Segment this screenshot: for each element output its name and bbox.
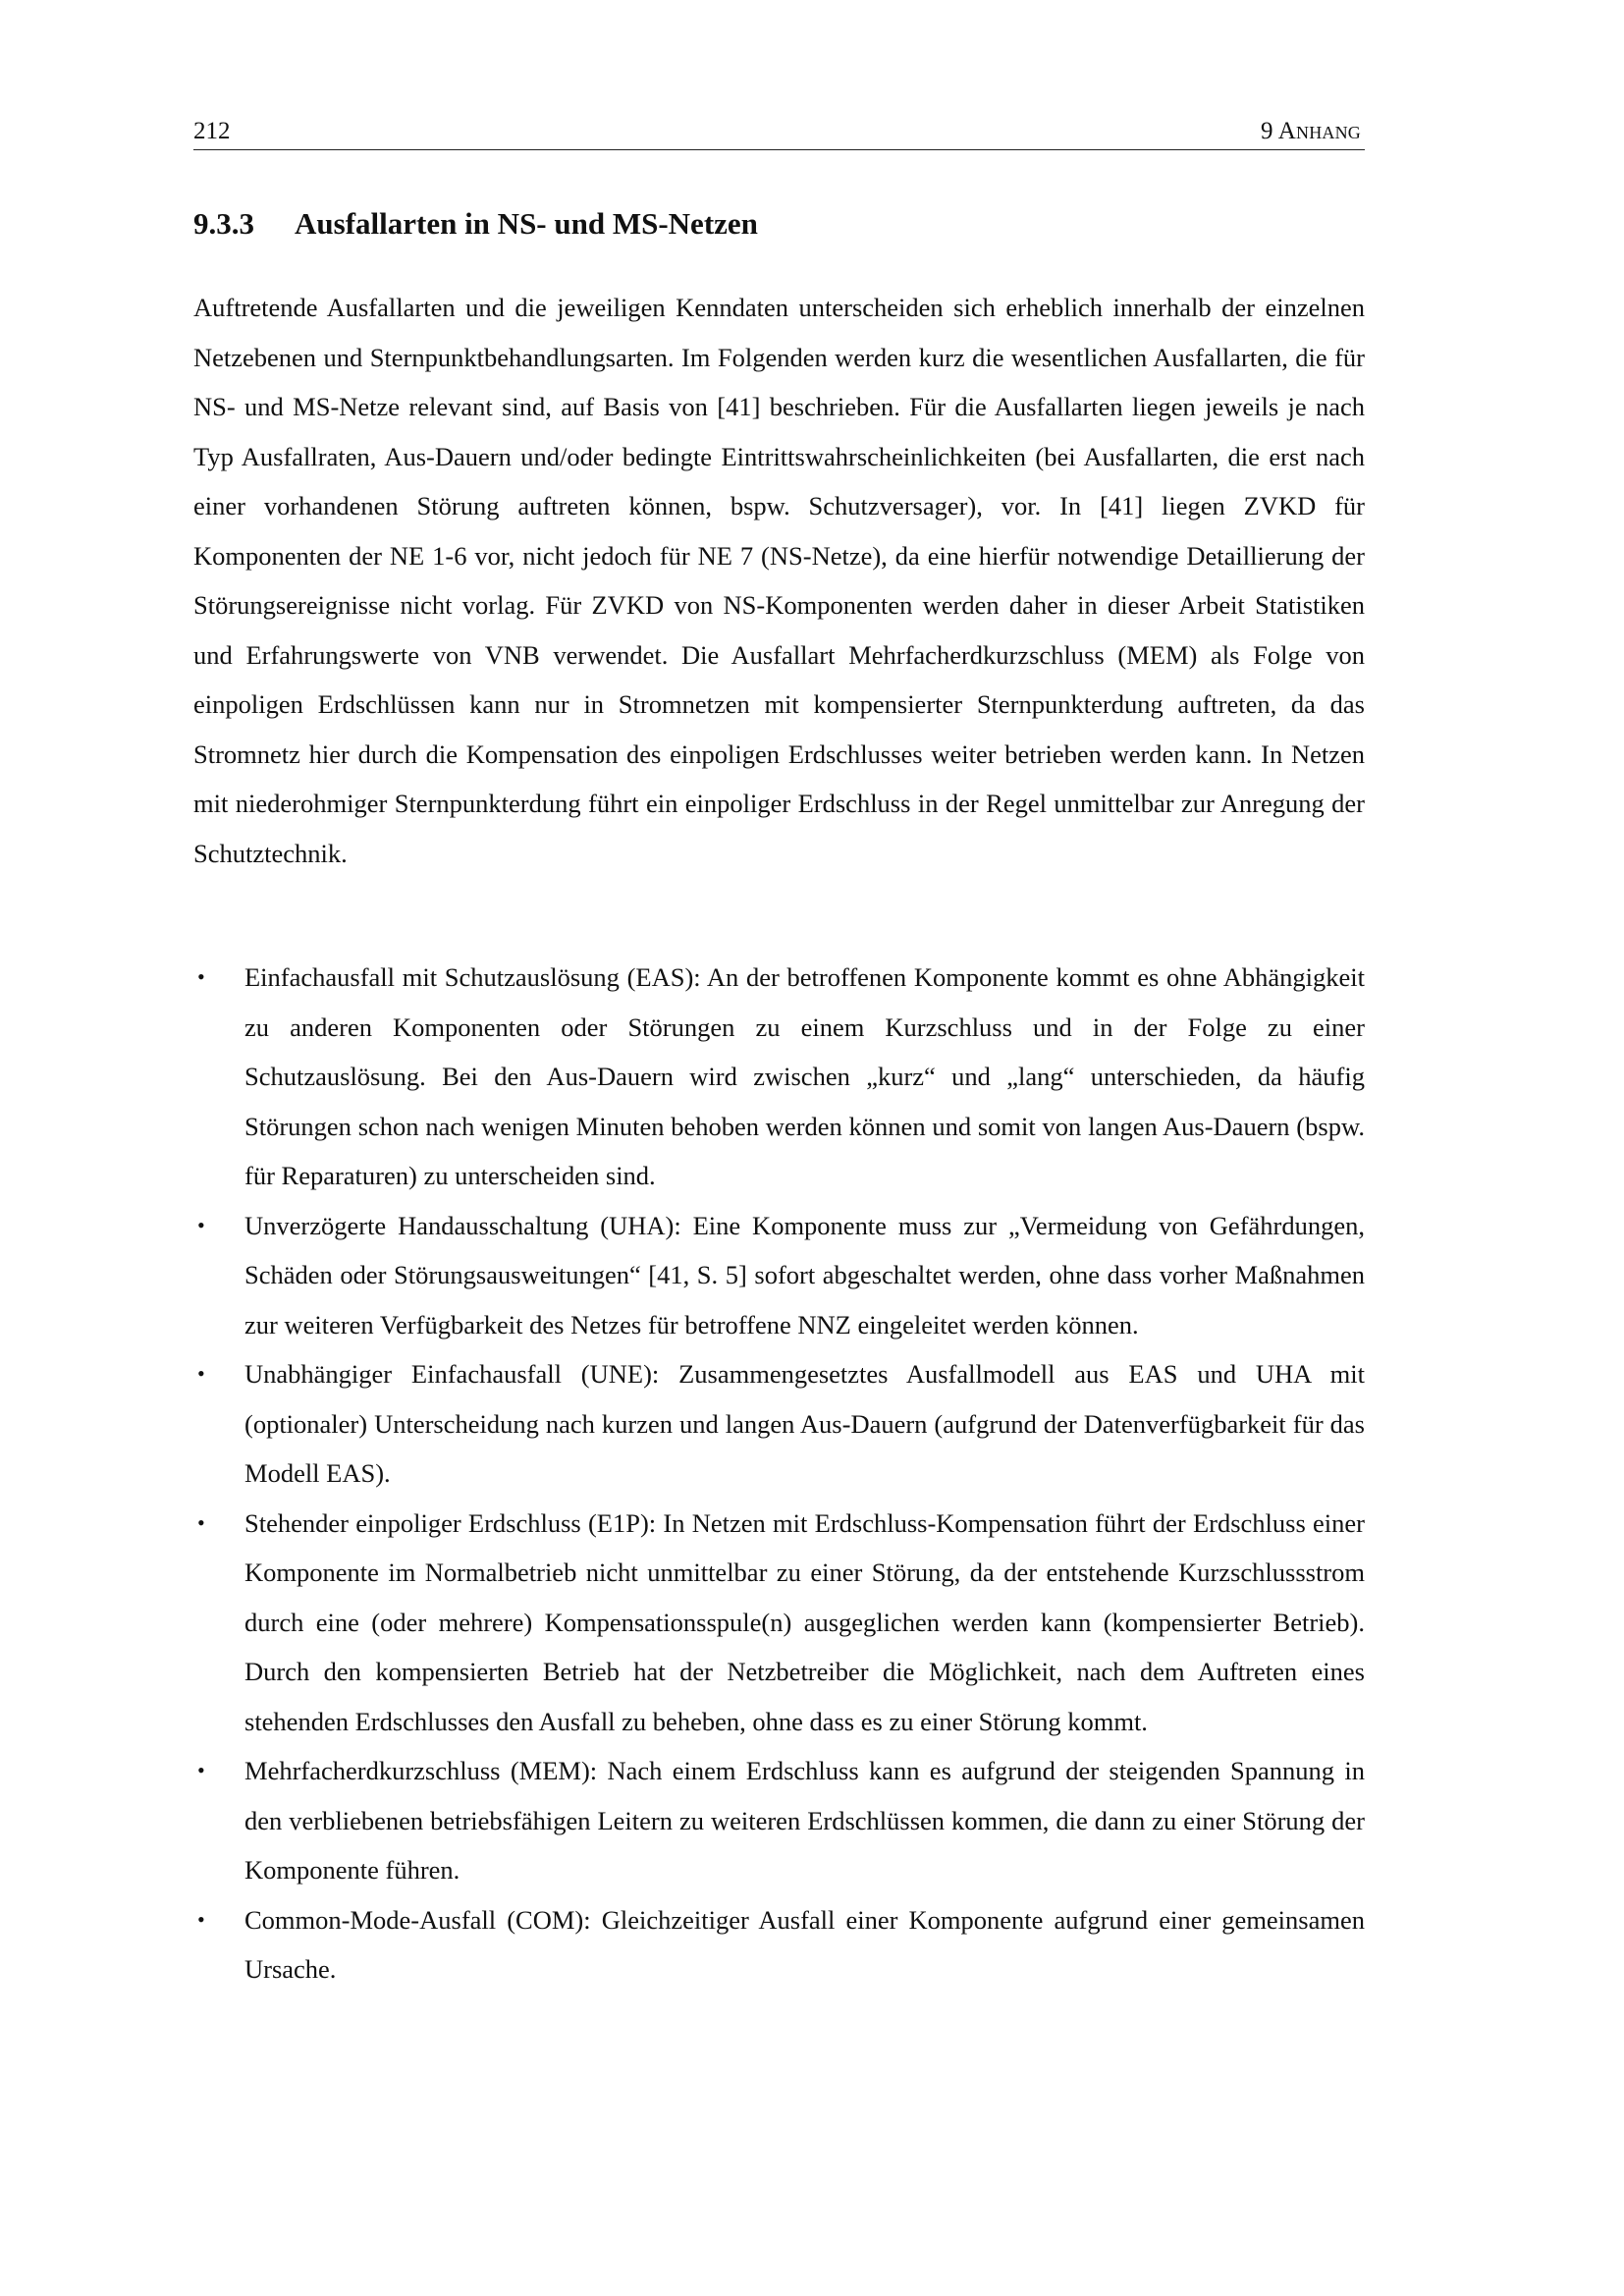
- list-item-text: Einfachausfall mit Schutzauslösung (EAS): An der betroffenen Komponente kommt es ohne Abhängigkeit zu anderen Komponenten oder Störungen zu einem Kurzschluss und in der Folge zu einer Schutzauslösung. Bei den Aus-Dauern wird zwischen „kurz“ und „lang“ unterschieden, da häufig Störungen schon nach wenigen Minuten behoben werden können und somit von langen Aus-Dauern (bspw. für Reparaturen) zu unterscheiden sind.: [244, 962, 1365, 1190]
- list-item-text: Unabhängiger Einfachausfall (UNE): Zusammengesetztes Ausfallmodell aus EAS und UHA mit (optionaler) Unterscheidung nach kurzen und langen Aus-Dauern (aufgrund der Datenverfügbarkeit für das Modell EAS).: [244, 1359, 1365, 1488]
- section-number: 9.3.3: [193, 206, 254, 241]
- list-item-une: [193, 1349, 1365, 1499]
- list-item-text: Stehender einpoliger Erdschluss (E1P): In Netzen mit Erdschluss-Kompensation führt der Erdschluss einer Komponente im Normalbetrieb nicht unmittelbar zu einer Störung, da der entstehende Kurzschlussstrom durch eine (oder mehrere) Kompensationsspule(n) ausgeglichen werden kann (kompensierter Betrieb). Durch den kompensierten Betrieb hat der Netzbetreiber die Möglichkeit, nach dem Auftreten eines stehenden Erdschlusses den Ausfall zu beheben, ohne dass es zu einer Störung kommt.: [244, 1507, 1365, 1736]
- page-number: 212: [193, 118, 231, 144]
- list-item-eas: [193, 953, 1365, 1201]
- bullet-icon: •: [197, 1361, 205, 1386]
- intro-paragraph: Auftretende Ausfallarten und die jeweiligen Kenndaten unterscheiden sich erheblich innerhalb der einzelnen Netzebenen und Sternpunktbehandlungsarten. Im Folgenden werden kurz die wesentlichen Ausfallarten, die für NS- und MS-Netze relevant sind, auf Basis von [41] beschrieben. Für die Ausfallarten liegen jeweils je nach Typ Ausfallraten, Aus-Dauern und/oder bedingte Eintrittswahrscheinlichkeiten (bei Ausfallarten, die erst nach einer vorhandenen Störung auftreten können, bspw. Schutzversager), vor. In [41] liegen ZVKD für Komponenten der NE 1-6 vor, nicht jedoch für NE 7 (NS-Netze), da eine hierfür notwendige Detaillierung der Störungsereignisse nicht vorlag. Für ZVKD von NS-Komponenten werden daher in dieser Arbeit Statistiken und Erfahrungswerte von VNB verwendet. Die Ausfallart Mehrfacherdkurzschluss (MEM) als Folge von einpoligen Erdschlüssen kann nur in Stromnetzen mit kompensierter Sternpunkterdung auftreten, da das Stromnetz hier durch die Kompensation des einpoligen Erdschlusses weiter betrieben werden kann. In Netzen mit niederohmiger Sternpunkterdung führt ein einpoliger Erdschluss in der Regel unmittelbar zur Anregung der Schutztechnik.: [193, 293, 1365, 868]
- list-item-e1p: [193, 1499, 1365, 1747]
- bullet-icon: •: [197, 1906, 205, 1932]
- failure-type-list: [193, 953, 1365, 1995]
- bullet-icon: •: [197, 1212, 205, 1237]
- document-page: [193, 0, 1365, 2296]
- list-item-uha: [193, 1201, 1365, 1350]
- list-item-mem: [193, 1746, 1365, 1895]
- list-item-com: [193, 1895, 1365, 1995]
- list-item-text: Mehrfacherdkurzschluss (MEM): Nach einem Erdschluss kann es aufgrund der steigenden Spannung in den verbliebenen betriebsfähigen Leitern zu weiteren Erdschlüssen kommen, die dann zu einer Störung der Komponente führen.: [244, 1756, 1365, 1885]
- running-header: [193, 114, 1365, 150]
- chapter-label: 9 Anhang: [1260, 118, 1361, 144]
- bullet-icon: •: [197, 1758, 205, 1782]
- list-item-text: Common-Mode-Ausfall (COM): Gleichzeitiger Ausfall einer Komponente aufgrund einer gemeinsamen Ursache.: [244, 1904, 1365, 1984]
- bullet-icon: •: [197, 964, 205, 989]
- section-heading: [193, 204, 758, 244]
- list-item-text: Unverzögerte Handausschaltung (UHA): Eine Komponente muss zur „Vermeidung von Gefährdungen, Schäden oder Störungsausweitungen“ [41, S. 5] sofort abgeschaltet werden, ohne dass vorher Maßnahmen zur weiteren Verfügbarkeit des Netzes für betroffene NNZ eingeleitet werden können.: [244, 1210, 1365, 1339]
- section-title: Ausfallarten in NS- und MS-Netzen: [295, 206, 758, 241]
- bullet-icon: •: [197, 1509, 205, 1535]
